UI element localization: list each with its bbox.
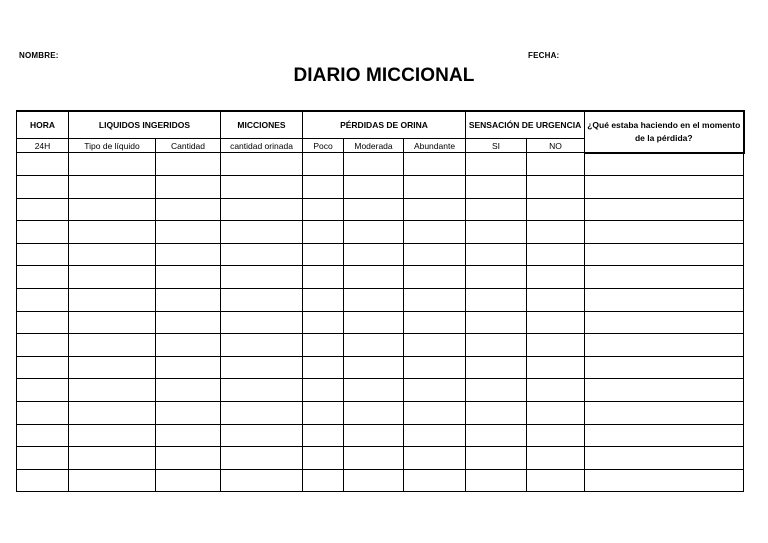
subheader-tipo-de-liquido: Tipo de líquido: [69, 139, 156, 153]
table-cell: [221, 356, 303, 379]
table-cell: [17, 402, 69, 425]
table-cell: [303, 243, 344, 266]
table-cell: [17, 424, 69, 447]
table-row: [17, 243, 744, 266]
table-cell: [466, 198, 527, 221]
table-cell: [156, 221, 221, 244]
table-cell: [466, 266, 527, 289]
table-cell: [527, 243, 585, 266]
table-cell: [585, 356, 744, 379]
page-title: DIARIO MICCIONAL: [293, 65, 475, 86]
table-cell: [156, 153, 221, 176]
table-cell: [404, 334, 466, 357]
table-cell: [69, 176, 156, 199]
table-cell: [69, 447, 156, 470]
table-cell: [585, 334, 744, 357]
table-cell: [404, 311, 466, 334]
table-cell: [221, 266, 303, 289]
table-cell: [527, 469, 585, 492]
table-cell: [69, 289, 156, 312]
table-cell: [156, 424, 221, 447]
table-cell: [17, 469, 69, 492]
table-cell: [221, 424, 303, 447]
table-cell: [404, 402, 466, 425]
table-row: [17, 289, 744, 312]
table-cell: [344, 424, 404, 447]
table-cell: [221, 311, 303, 334]
table-cell: [303, 424, 344, 447]
table-cell: [303, 266, 344, 289]
table-cell: [404, 243, 466, 266]
table-cell: [344, 379, 404, 402]
subheader-cantidad-orinada: cantidad orinada: [221, 139, 303, 153]
table-cell: [69, 379, 156, 402]
table-cell: [466, 447, 527, 470]
table-row: [17, 153, 744, 176]
table-cell: [17, 221, 69, 244]
table-row: [17, 402, 744, 425]
table-cell: [404, 424, 466, 447]
table-cell: [344, 334, 404, 357]
table-cell: [404, 447, 466, 470]
table-cell: [303, 334, 344, 357]
subheader-24h: 24H: [17, 139, 69, 153]
table-row: [17, 311, 744, 334]
table-cell: [404, 469, 466, 492]
table-cell: [17, 198, 69, 221]
table-cell: [221, 221, 303, 244]
fecha-label: FECHA:: [528, 51, 560, 60]
table-cell: [404, 356, 466, 379]
table-cell: [466, 311, 527, 334]
table-cell: [344, 266, 404, 289]
table-row: [17, 447, 744, 470]
table-cell: [466, 221, 527, 244]
table-cell: [466, 379, 527, 402]
table-cell: [221, 402, 303, 425]
table-cell: [156, 356, 221, 379]
table-cell: [466, 243, 527, 266]
subheader-moderada: Moderada: [344, 139, 404, 153]
table-row: [17, 176, 744, 199]
table-cell: [527, 289, 585, 312]
table-cell: [17, 243, 69, 266]
table-cell: [527, 402, 585, 425]
table-cell: [17, 356, 69, 379]
table-cell: [585, 402, 744, 425]
table-cell: [156, 379, 221, 402]
table-row: [17, 356, 744, 379]
header-sensacion-de-urgencia: SENSACIÓN DE URGENCIA: [466, 111, 585, 139]
table-cell: [156, 243, 221, 266]
table-cell: [156, 447, 221, 470]
header-perdidas-de-orina: PÉRDIDAS DE ORINA: [303, 111, 466, 139]
table-cell: [303, 311, 344, 334]
header-liquidos-ingeridos: LIQUIDOS INGERIDOS: [69, 111, 221, 139]
table-cell: [344, 447, 404, 470]
table-cell: [527, 176, 585, 199]
table-cell: [17, 176, 69, 199]
table-cell: [303, 379, 344, 402]
table-cell: [344, 356, 404, 379]
table-cell: [527, 221, 585, 244]
subheader-cantidad: Cantidad: [156, 139, 221, 153]
table-cell: [303, 289, 344, 312]
nombre-label: NOMBRE:: [19, 51, 59, 60]
table-cell: [156, 402, 221, 425]
table-cell: [585, 424, 744, 447]
table-cell: [527, 424, 585, 447]
table-cell: [303, 153, 344, 176]
table-cell: [527, 334, 585, 357]
table-cell: [466, 469, 527, 492]
table-cell: [344, 469, 404, 492]
table-cell: [404, 266, 466, 289]
table-cell: [303, 469, 344, 492]
table-cell: [221, 379, 303, 402]
table-cell: [156, 289, 221, 312]
table-cell: [17, 266, 69, 289]
table-cell: [69, 266, 156, 289]
table-cell: [221, 334, 303, 357]
table-cell: [344, 221, 404, 244]
table-row: [17, 221, 744, 244]
table-cell: [527, 447, 585, 470]
table-cell: [344, 289, 404, 312]
table-cell: [344, 176, 404, 199]
table-cell: [221, 198, 303, 221]
table-cell: [69, 153, 156, 176]
diary-table: [16, 110, 745, 492]
table-cell: [69, 356, 156, 379]
table-cell: [585, 221, 744, 244]
table-cell: [69, 311, 156, 334]
table-cell: [221, 469, 303, 492]
table-cell: [69, 198, 156, 221]
table-cell: [156, 311, 221, 334]
table-cell: [221, 243, 303, 266]
table-cell: [466, 289, 527, 312]
table-cell: [585, 447, 744, 470]
table-cell: [585, 198, 744, 221]
table-cell: [156, 266, 221, 289]
table-cell: [17, 311, 69, 334]
table-cell: [466, 176, 527, 199]
table-cell: [527, 266, 585, 289]
table-cell: [466, 153, 527, 176]
table-cell: [404, 176, 466, 199]
table-row: [17, 334, 744, 357]
table-cell: [69, 221, 156, 244]
table-cell: [156, 198, 221, 221]
table-cell: [466, 356, 527, 379]
table-cell: [585, 469, 744, 492]
table-cell: [69, 243, 156, 266]
table-cell: [527, 356, 585, 379]
table-cell: [344, 243, 404, 266]
table-cell: [404, 221, 466, 244]
table-cell: [466, 424, 527, 447]
table-cell: [221, 289, 303, 312]
table-cell: [404, 379, 466, 402]
table-cell: [527, 153, 585, 176]
table-row: [17, 424, 744, 447]
table-cell: [585, 266, 744, 289]
table-cell: [344, 198, 404, 221]
header-hora: HORA: [17, 111, 69, 139]
table-cell: [221, 153, 303, 176]
subheader-abundante: Abundante: [404, 139, 466, 153]
table-cell: [17, 379, 69, 402]
table-cell: [466, 334, 527, 357]
table-cell: [585, 243, 744, 266]
table-cell: [17, 289, 69, 312]
table-cell: [404, 289, 466, 312]
table-cell: [69, 469, 156, 492]
table-cell: [303, 447, 344, 470]
table-cell: [17, 153, 69, 176]
table-cell: [303, 198, 344, 221]
table-cell: [303, 356, 344, 379]
table-row: [17, 379, 744, 402]
table-cell: [585, 176, 744, 199]
table-cell: [344, 153, 404, 176]
table-cell: [17, 334, 69, 357]
table-cell: [527, 379, 585, 402]
subheader-poco: Poco: [303, 139, 344, 153]
table-cell: [69, 424, 156, 447]
table-cell: [585, 153, 744, 176]
table-cell: [221, 176, 303, 199]
subheader-si: SI: [466, 139, 527, 153]
table-cell: [585, 289, 744, 312]
table-cell: [303, 402, 344, 425]
table-cell: [17, 447, 69, 470]
subheader-no: NO: [527, 139, 585, 153]
table-cell: [156, 176, 221, 199]
table-cell: [585, 379, 744, 402]
table-cell: [404, 153, 466, 176]
table-row: [17, 198, 744, 221]
header-actividad: ¿Qué estaba haciendo en el momento de la pérdida?: [585, 111, 744, 153]
table-row: [17, 266, 744, 289]
table-cell: [303, 176, 344, 199]
header-micciones: MICCIONES: [221, 111, 303, 139]
table-cell: [69, 334, 156, 357]
table-cell: [344, 311, 404, 334]
table-cell: [69, 402, 156, 425]
table-cell: [344, 402, 404, 425]
table-cell: [404, 198, 466, 221]
table-cell: [527, 198, 585, 221]
table-cell: [221, 447, 303, 470]
table-cell: [466, 402, 527, 425]
table-cell: [156, 334, 221, 357]
table-cell: [527, 311, 585, 334]
table-cell: [303, 221, 344, 244]
table-row: [17, 469, 744, 492]
table-cell: [585, 311, 744, 334]
table-cell: [156, 469, 221, 492]
